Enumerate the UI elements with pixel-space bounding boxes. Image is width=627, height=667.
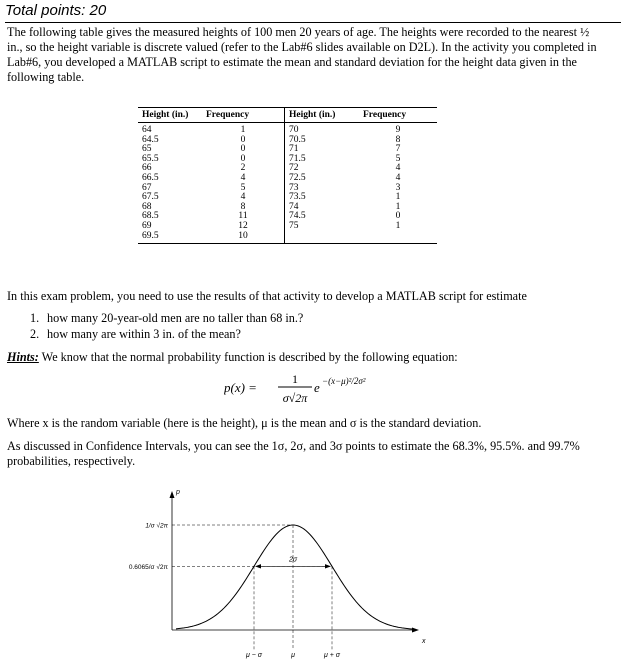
cell-height-left: 69 [142,220,152,231]
two-sigma-arrow-right-icon [325,564,331,568]
cell-height-right: 73 [285,184,360,194]
col-header-height-left: Height (in.) [138,108,202,123]
x-axis-label: x [422,638,426,645]
cell-frequency-left: 2 [240,163,246,174]
cell-frequency-left: 12 [238,220,248,231]
cell-height-left: 68.5 [142,211,159,222]
table-row [138,123,437,136]
y-axis-label: p [176,489,180,496]
intro-line: following table. [7,70,85,84]
ci-line: probabilities, respectively. [7,454,136,468]
cell-height-left: 68 [142,201,152,212]
list-item-text: how many are within 3 in. of the mean? [47,327,241,341]
cell-height-left: 65 [142,144,152,155]
cell-height-right: 72 [285,164,360,174]
cell-height-right: 74.5 [285,212,360,222]
tick-label-mu: μ [291,652,295,659]
intro-paragraph [7,25,619,85]
equation-exponent: −(x−μ)²/2σ² [322,376,366,386]
normal-curve [176,525,412,629]
table-body [138,123,437,244]
title-divider [5,22,621,23]
cell-frequency-right: 1 [395,220,401,231]
table-row [138,136,437,146]
table-row [138,164,437,174]
cell-height-right: 73.5 [285,193,360,203]
table-row [138,212,437,222]
table-row [138,145,437,155]
cell-height-right: 71.5 [285,155,360,165]
cell-height-right: 72.5 [285,174,360,184]
cell-height-left: 69.5 [138,232,202,244]
peak-value-label: 1/σ √2π [145,522,168,530]
y-axis-arrow-icon [170,491,175,498]
equation-e: e [314,380,320,395]
intro-line: in., so the height variable is discrete valued (refer to the Lab#6 slides available on D2L). In the activity you completed in [7,40,597,54]
cell-frequency-right: 1 [395,201,401,212]
x-axis-arrow-icon [412,628,419,633]
cell-frequency-right: 3 [395,182,401,193]
cell-frequency-left: 10 [202,232,285,244]
two-sigma-label: 2σ [288,556,298,564]
cell-height-right: 75 [285,222,360,232]
cell-height-left: 67.5 [142,192,159,203]
inflection-value-label: 0.6065/σ √2π [128,563,168,571]
tick-label-mu-minus-sigma: μ − σ [245,652,263,659]
cell-height-left: 64 [142,125,152,135]
col-header-height-right: Height (in.) [285,108,360,123]
list-item [30,327,241,342]
cell-frequency-right: 1 [395,192,401,203]
table-row [138,155,437,165]
cell-frequency-left: 0 [240,144,246,155]
table-row [138,193,437,203]
intro-line: The following table gives the measured heights of 100 men 20 years of age. The heights were recorded to the nearest ½ [7,25,590,39]
cell-height-right: 71 [285,145,360,155]
cell-frequency-left: 0 [240,153,246,164]
cell-height-left: 64.5 [142,134,159,145]
equation-denominator: σ√2π [282,391,308,405]
table-row [138,232,437,244]
cell-frequency-left: 5 [240,182,246,193]
cell-frequency-right: 4 [395,172,401,183]
cell-height-right [285,232,360,244]
intro-line: Lab#6, you developed a MATLAB script to estimate the mean and standard deviation for the height data given in the [7,55,577,69]
confidence-interval-text [7,439,580,469]
cell-height-right: 70 [285,123,360,136]
hints-text: We know that the normal probability function is described by the following equation: [38,350,458,364]
cell-frequency-right [359,232,437,244]
equation-lhs: p(x) = [224,380,257,395]
cell-frequency-right: 5 [395,153,401,164]
ci-line: As discussed in Confidence Intervals, you can see the 1σ, 2σ, and 3σ points to estimate the 68.3%, 95.5%. and 99.7% [7,439,580,453]
table-header-row [138,108,437,123]
tick-label-mu-plus-sigma: μ + σ [323,652,341,659]
total-points-title: Total points: 20 [5,2,107,19]
hints-paragraph [7,350,458,365]
table-row [138,203,437,213]
where-text: Where x is the random variable (here is the height), μ is the mean and σ is the standard deviation. [7,416,482,430]
cell-frequency-left: 0 [240,134,246,145]
cell-frequency-right: 4 [395,163,401,174]
cell-frequency-right: 0 [395,211,401,222]
col-header-frequency-left: Frequency [202,108,285,123]
cell-frequency-right: 8 [395,134,401,145]
table-row [138,184,437,194]
table-row [138,222,437,232]
cell-height-left: 65.5 [142,153,159,164]
height-frequency-table [138,107,437,244]
cell-height-right: 74 [285,203,360,213]
cell-frequency-left: 4 [240,172,246,183]
equation-numerator: 1 [292,372,298,386]
cell-frequency-left: 4 [240,192,246,203]
two-sigma-arrow-left-icon [255,564,261,568]
cell-frequency-left: 8 [240,201,246,212]
cell-frequency-left: 11 [238,211,248,222]
list-item-number: 2. [30,327,40,341]
col-header-frequency-right: Frequency [359,108,437,123]
cell-height-right: 70.5 [285,136,360,146]
cell-frequency-right: 9 [395,125,401,135]
cell-frequency-left: 1 [240,125,246,135]
table-row [138,174,437,184]
list-item-text: how many 20-year-old men are no taller than 68 in.? [47,311,304,325]
normal-pdf-equation [224,370,384,410]
list-item [30,311,303,326]
cell-frequency-right: 7 [395,144,401,155]
hints-label: Hints: [7,350,39,364]
normal-curve-figure [110,482,440,667]
cell-height-left: 66.5 [142,172,159,183]
cell-height-left: 66 [142,163,152,174]
cell-height-left: 67 [142,182,152,193]
problem-statement: In this exam problem, you need to use the results of that activity to develop a MATLAB script for estimate [7,289,527,303]
list-item-number: 1. [30,311,40,325]
